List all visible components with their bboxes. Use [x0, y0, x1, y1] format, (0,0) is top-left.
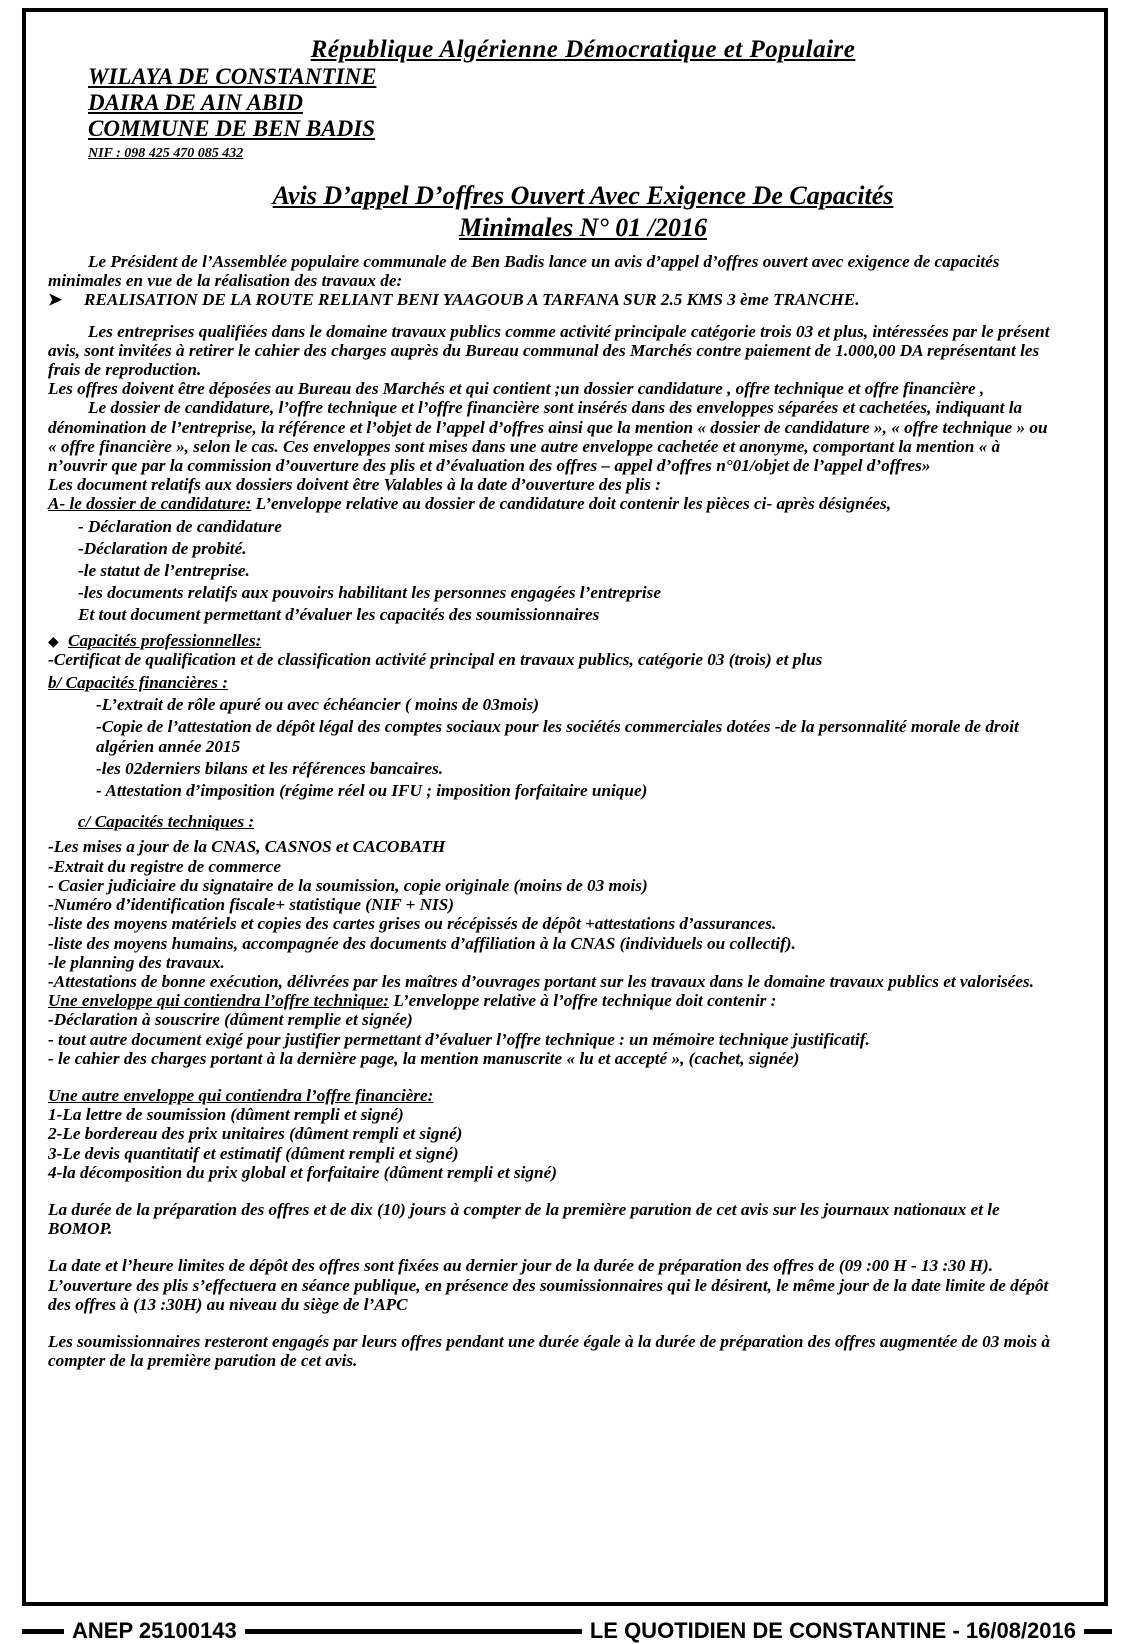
technical-offer-item: - le cahier des charges portant à la dernière page, la mention manuscrite « lu et accepté », (cachet, signée): [48, 1048, 800, 1068]
newspaper-reference: LE QUOTIDIEN DE CONSTANTINE - 16/08/2016: [589, 1618, 1076, 1643]
documents-validity-paragraph: Les document relatifs aux dossiers doivent être Valables à la date d’ouverture des plis :: [48, 475, 661, 495]
technical-item: -le planning des travaux.: [48, 952, 225, 972]
technical-offer-text: L’enveloppe relative à l’offre technique doit contenir :: [389, 991, 777, 1011]
opening-paragraph: L’ouverture des plis s’effectuera en séance publique, en présence des soumissionnaires qui le désirent, le même jour de la date limite de dépôt des offres à (13 :30H) au niveau du siège de l’APC: [48, 1275, 1049, 1314]
envelopes-paragraph: Le dossier de candidature, l’offre technique et l’offre financière sont insérés dans des enveloppes séparées et cachetées, indiquant la dénomination de l’entreprise, la référence et l’objet de l’appel d’offres ainsi que la mention « dossier de candidature », « offre technique » ou « offre financière », selon le cas. Ces enveloppes sont mises dans une autre enveloppe cachetée et anonyme, comportant la mention « à n’ouvrir que par la commission d’ouverture des plis et d’évaluation des offres – appel d’offres n°01/objet de l’appel d’offres»: [48, 398, 1048, 476]
footer-rule: [22, 1629, 64, 1634]
technical-capacities-heading: c/ Capacités techniques :: [78, 812, 255, 832]
footer: [22, 1618, 1112, 1644]
candidature-item: -le statut de l’entreprise.: [78, 561, 250, 581]
technical-offer-paragraph: [48, 991, 1058, 1010]
financial-offer-item: 3-Le devis quantitatif et estimatif (dûment rempli et signé): [48, 1143, 459, 1163]
technical-item: -Attestations de bonne exécution, délivrées par les maîtres d’ouvrages portant sur les travaux dans le domaine travaux publics et valorisées.: [48, 971, 1034, 991]
financial-offer-heading: Une autre enveloppe qui contiendra l’offre financière:: [48, 1085, 434, 1105]
financial-item: - Attestation d’imposition (régime réel ou IFU ; imposition forfaitaire unique): [96, 781, 648, 801]
candidature-item: -les documents relatifs aux pouvoirs habilitant les personnes engagées l’entreprise: [78, 583, 661, 603]
intro-paragraph: Le Président de l’Assemblée populaire communale de Ben Badis lance un avis d’appel d’offres ouvert avec exigence de capacités minimales en vue de la réalisation des travaux de:: [48, 252, 1000, 291]
technical-item: -Numéro d’identification fiscale+ statistique (NIF + NIS): [48, 895, 454, 915]
notice-content: [48, 28, 1058, 1370]
daira-line: DAIRA DE AIN ABID: [88, 90, 303, 115]
financial-item: -les 02derniers bilans et les références bancaires.: [96, 758, 444, 778]
anep-reference: ANEP 25100143: [72, 1618, 237, 1643]
technical-item: -liste des moyens matériels et copies des cartes grises ou récépissés de dépôt +attestations d’assurances.: [48, 914, 777, 934]
financial-offer-item: 2-Le bordereau des prix unitaires (dûment rempli et signé): [48, 1124, 463, 1144]
candidature-heading: A- le dossier de candidature:: [48, 494, 252, 514]
financial-item: -L’extrait de rôle apuré ou avec échéancier ( moins de 03mois): [96, 695, 539, 715]
preparation-duration-paragraph: La durée de la préparation des offres et de dix (10) jours à compter de la première parution de cet avis sur les journaux nationaux et le BOMOP.: [48, 1199, 1000, 1239]
footer-rule: [245, 1629, 582, 1634]
candidature-item: - Déclaration de candidature: [78, 516, 282, 536]
technical-offer-item: -Déclaration à souscrire (dûment remplie et signée): [48, 1010, 413, 1030]
technical-item: -Les mises a jour de la CNAS, CASNOS et CACOBATH: [48, 837, 446, 857]
commitment-paragraph: Les soumissionnaires resteront engagés par leurs offres pendant une durée égale à la durée de préparation des offres augmentée de 03 mois à compter de la première parution de cet avis.: [48, 1331, 1050, 1371]
candidature-item: -Déclaration de probité.: [78, 538, 247, 558]
technical-offer-heading: Une enveloppe qui contiendra l’offre technique:: [48, 991, 390, 1011]
notice-title-line1: Avis D’appel D’offres Ouvert Avec Exigence De Capacités: [272, 181, 894, 210]
deadline-paragraph: La date et l’heure limites de dépôt des offres sont fixées au dernier jour de la durée de préparation des offres de (09 :00 H - 13 :30 H).: [48, 1256, 994, 1276]
wilaya-line: WILAYA DE CONSTANTINE: [88, 64, 377, 89]
notice-title-line2: Minimales N° 01 /2016: [458, 213, 708, 242]
republic-header: République Algérienne Démocratique et Populaire: [310, 36, 856, 63]
financial-item: -Copie de l’attestation de dépôt légal des comptes sociaux pour les sociétés commerciales dotées -de la personnalité morale de droit algérien année 2015: [96, 717, 1019, 756]
nif-line: NIF : 098 425 470 085 432: [88, 146, 244, 161]
professional-capacities-text: -Certificat de qualification et de classification activité principal en travaux publics, catégorie 03 (trois) et plus: [48, 649, 823, 669]
technical-item: - Casier judiciaire du signataire de la soumission, copie originale (moins de 03 mois): [48, 875, 648, 895]
financial-capacities-heading: b/ Capacités financières :: [48, 673, 228, 693]
financial-offer-item: 1-La lettre de soumission (dûment rempli et signé): [48, 1105, 404, 1125]
footer-rule: [1084, 1629, 1112, 1634]
offers-deposit-paragraph: Les offres doivent être déposées au Bureau des Marchés et qui contient ;un dossier candidature , offre technique et offre financière ,: [48, 379, 985, 399]
eligibility-paragraph: Les entreprises qualifiées dans le domaine travaux publics comme activité principale catégorie trois 03 et plus, intéressées par le présent avis, sont invitées à retirer le cahier des charges auprès du Bureau communal des Marchés contre paiement de 1.000,00 DA représentant les frais de reproduction.: [48, 321, 1050, 380]
candidature-item: Et tout document permettant d’évaluer les capacités des soumissionnaires: [78, 605, 600, 625]
technical-item: -liste des moyens humains, accompagnée des documents d’affiliation à la CNAS (individuels ou collectif).: [48, 933, 796, 953]
project-bullet: ➤ REALISATION DE LA ROUTE RELIANT BENI YAAGOUB A TARFANA SUR 2.5 KMS 3 ème TRANCHE.: [48, 290, 1058, 309]
financial-offer-item: 4-la décomposition du prix global et forfaitaire (dûment rempli et signé): [48, 1162, 557, 1182]
professional-capacities-heading: ◆ Capacités professionnelles:: [48, 631, 1058, 650]
notice-title: [108, 180, 1058, 244]
candidature-text: L’enveloppe relative au dossier de candidature doit contenir les pièces ci- après désignées,: [251, 494, 892, 514]
technical-item: -Extrait du registre de commerce: [48, 856, 281, 876]
technical-offer-item: - tout autre document exigé pour justifier permettant d’évaluer l’offre technique : un mémoire technique justificatif.: [48, 1029, 870, 1049]
commune-line: COMMUNE DE BEN BADIS: [88, 116, 375, 141]
candidature-paragraph: [48, 494, 1058, 513]
